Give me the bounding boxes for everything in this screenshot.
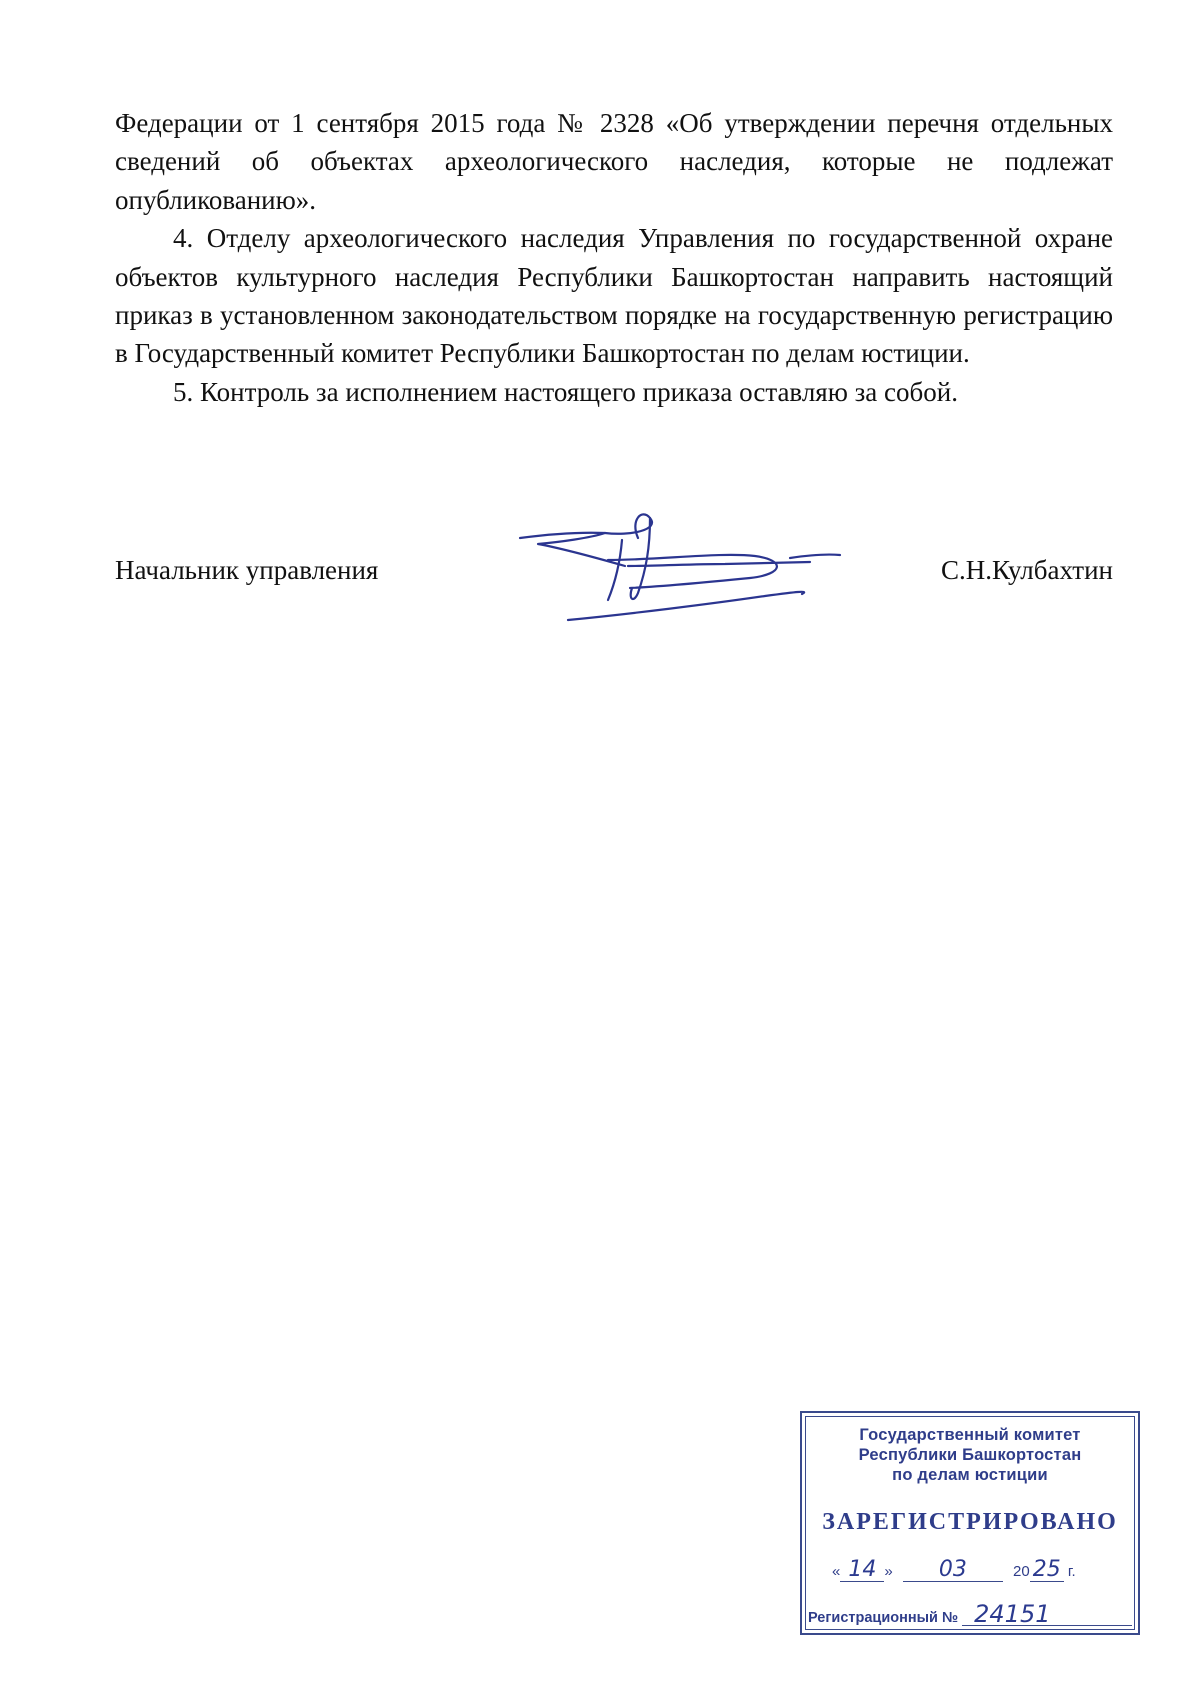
stamp-reg-number: 24151 bbox=[962, 1603, 1132, 1626]
stamp-registration bbox=[808, 1600, 1132, 1628]
paragraph-continuation: Федерации от 1 сентября 2015 года № 2328 «Об утверждении перечня отдельных сведений об объектах археологического наследия, которые не подлежат опубликованию». bbox=[115, 108, 1113, 215]
stamp-organization bbox=[802, 1425, 1138, 1485]
handwritten-signature bbox=[510, 508, 890, 628]
signer-position: Начальник управления bbox=[115, 555, 379, 585]
paragraph-item-5: 5. Контроль за исполнением настоящего приказа оставляю за собой. bbox=[173, 376, 958, 407]
stamp-org-line: по делам юстиции bbox=[892, 1466, 1048, 1484]
stamp-org-line: Государственный комитет bbox=[859, 1426, 1081, 1444]
stamp-date bbox=[832, 1559, 1076, 1582]
stamp-org-line: Республики Башкортостан bbox=[858, 1446, 1082, 1464]
signer-name: С.Н.Кулбахтин bbox=[940, 555, 1113, 585]
registration-stamp bbox=[800, 1411, 1140, 1635]
stamp-year-prefix: 20 bbox=[1013, 1563, 1030, 1580]
document-body bbox=[115, 104, 1113, 411]
stamp-open-quote: « bbox=[832, 1563, 841, 1580]
paragraph-item-4: 4. Отделу археологического наследия Управления по государственной охране объектов культурного наследия Республики Башкортостан направить настоящий приказ в установленном законодательством порядке на государственную регистрацию в Государственный комитет Республики Башкортостан по делам юстиции. bbox=[115, 223, 1113, 369]
stamp-year-suffix: 25 bbox=[1030, 1559, 1064, 1582]
stamp-title: ЗАРЕГИСТРИРОВАНО bbox=[822, 1509, 1118, 1535]
stamp-month: 03 bbox=[903, 1559, 1003, 1582]
stamp-reg-label: Регистрационный № bbox=[808, 1610, 959, 1626]
stamp-day: 14 bbox=[840, 1559, 884, 1582]
stamp-year-unit: г. bbox=[1067, 1563, 1076, 1580]
stamp-close-quote: » bbox=[884, 1563, 893, 1580]
